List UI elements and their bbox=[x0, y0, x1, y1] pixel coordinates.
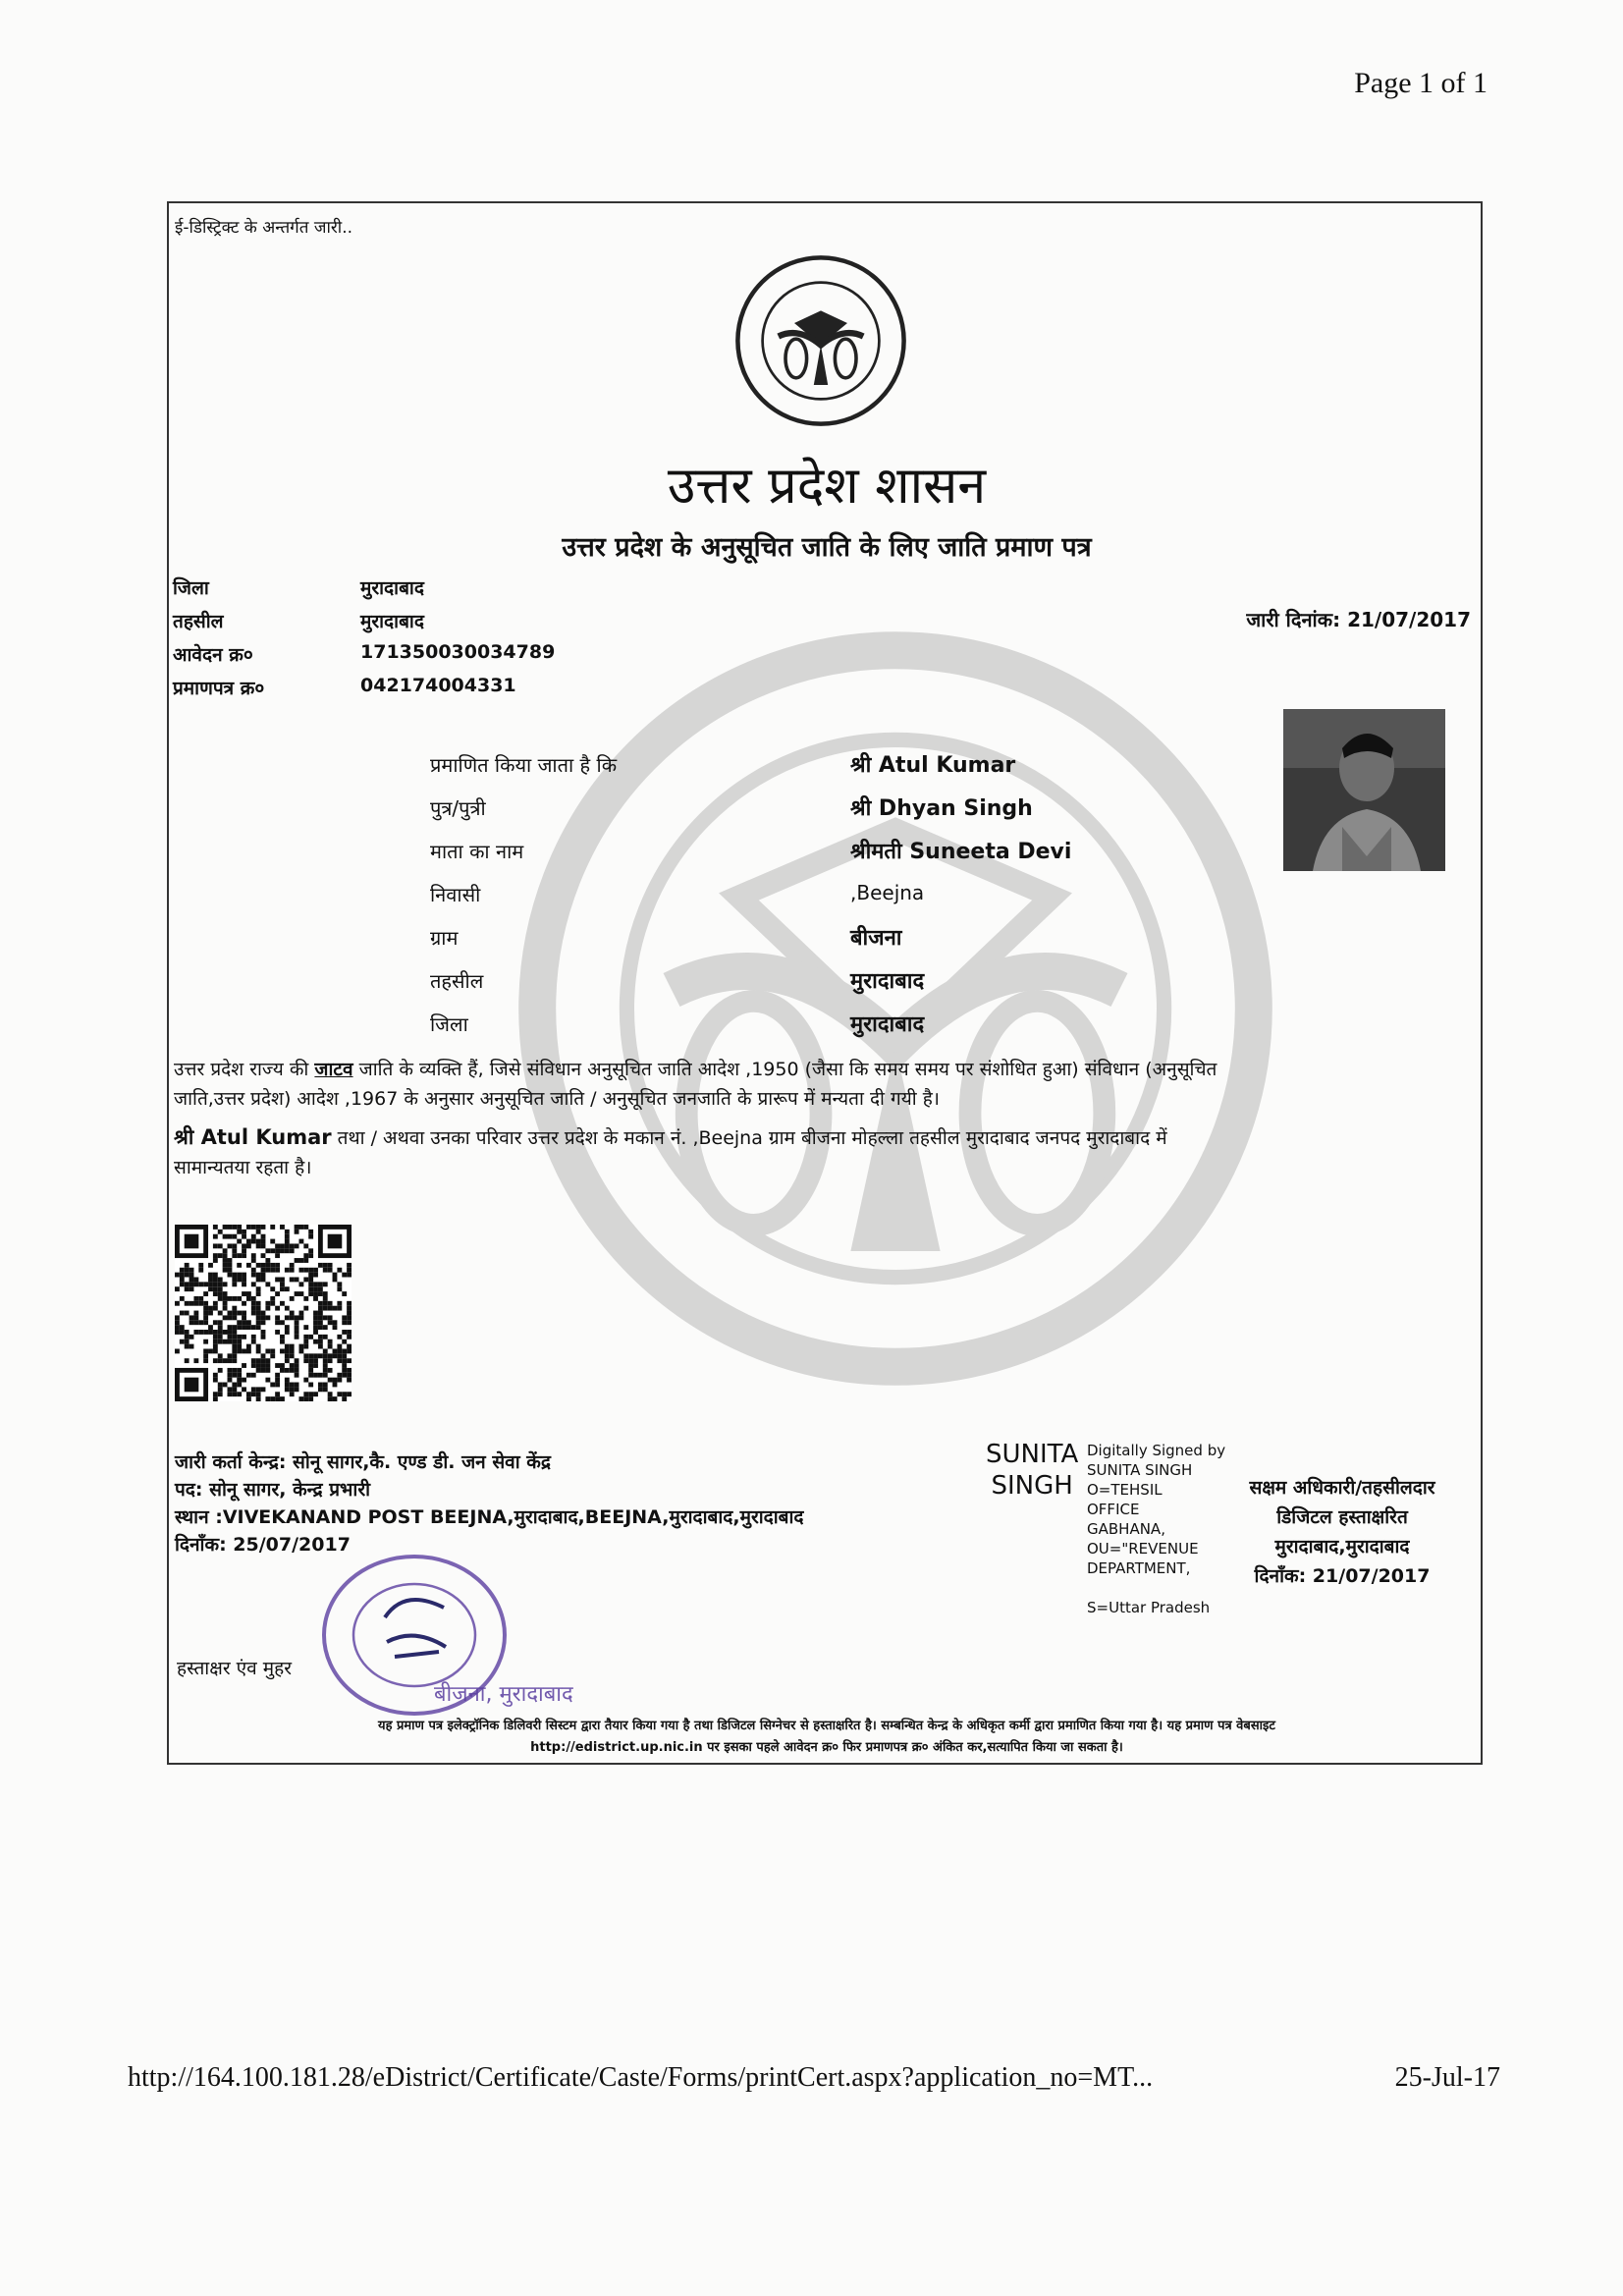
parent-label: पुत्र/पुत्री bbox=[430, 796, 486, 820]
issuing-center-line: जारी कर्ता केन्द्र: सोनू सागर,कै. एण्ड डी. जन सेवा केंद्र bbox=[175, 1451, 551, 1473]
residence-paragraph bbox=[174, 1122, 1475, 1182]
para1-line1-rest: जाति के व्यक्ति हैं, जिसे संविधान अनुसूचित जाति आदेश ,1950 (जैसा कि समय समय पर संशोधित हुआ) संविधान (अनुसूचित bbox=[352, 1059, 1217, 1080]
certified-name: श्री Atul Kumar bbox=[850, 753, 1016, 778]
tehsil-value: मुरादाबाद bbox=[360, 611, 424, 632]
issuing-place-line: स्थान :VIVEKANAND POST BEEJNA,मुरादाबाद,BEEJNA,मुरादाबाद,मुरादाबाद bbox=[175, 1506, 804, 1528]
para1-line2: जाति,उत्तर प्रदेश) आदेश ,1967 के अनुसार अनुसूचित जाति / अनुसूचित जनजाति के प्रारूप में मन्यता दी गयी है। bbox=[174, 1088, 940, 1110]
footer-line1: यह प्रमाण पत्र इलेक्ट्रॉनिक डिलिवरी सिस्टम द्वारा तैयार किया गया है तथा डिजिटल सिग्नेचर से हस्ताक्षरित है। सम्बन्धित केन्द्र के अधिकृत कर्मी द्वारा प्रमाणित किया गया है। यह प्रमाण पत्र वेबसाइट bbox=[378, 1719, 1275, 1733]
dsig-line: OFFICE bbox=[1087, 1501, 1140, 1518]
para2-name: श्री Atul Kumar bbox=[174, 1125, 332, 1149]
application-number-label: आवेदन क्र० bbox=[173, 644, 253, 666]
print-date: 25-Jul-17 bbox=[1394, 2062, 1500, 2093]
officer-line4: दिनाँक: 21/07/2017 bbox=[1254, 1565, 1431, 1587]
issue-date-label: जारी दिनांक: bbox=[1246, 608, 1341, 631]
district-value: मुरादाबाद bbox=[360, 577, 424, 599]
digital-signer-line1: SUNITA bbox=[986, 1440, 1079, 1469]
caste-declaration-paragraph bbox=[174, 1055, 1475, 1114]
person-district-value: मुरादाबाद bbox=[850, 1012, 925, 1037]
issuing-date-line: दिनाँक: 25/07/2017 bbox=[175, 1534, 351, 1556]
person-tehsil-label: तहसील bbox=[430, 969, 484, 993]
village-value: बीजना bbox=[850, 926, 902, 951]
resident-value: ,Beejna bbox=[850, 881, 925, 904]
application-number-value: 171350030034789 bbox=[360, 641, 556, 663]
caste-name: जाटव bbox=[314, 1059, 353, 1080]
signature-seal-label: हस्ताक्षर एंव मुहर bbox=[177, 1658, 292, 1679]
dsig-line: SUNITA SINGH bbox=[1087, 1461, 1193, 1479]
digital-signer-line2: SINGH bbox=[991, 1471, 1073, 1501]
dsig-line: S=Uttar Pradesh bbox=[1087, 1599, 1211, 1616]
para2-line1-rest: तथा / अथवा उनका परिवार उत्तर प्रदेश के मकान नं. ,Beejna ग्राम बीजना मोहल्ला तहसील मुरादाबाद जनपद मुरादाबाद में bbox=[331, 1127, 1167, 1149]
competent-officer-block bbox=[1200, 1473, 1485, 1591]
para1-prefix: उत्तर प्रदेश राज्य की bbox=[174, 1059, 315, 1080]
dsig-line: Digitally Signed by bbox=[1087, 1442, 1226, 1459]
government-title: उत्तर प्रदेश शासन bbox=[667, 457, 987, 516]
resident-label: निवासी bbox=[430, 883, 481, 906]
district-label: जिला bbox=[173, 577, 209, 599]
mother-name: श्रीमती Suneeta Devi bbox=[850, 840, 1072, 864]
dsig-line: OU="REVENUE bbox=[1087, 1540, 1199, 1558]
tehsil-label: तहसील bbox=[173, 611, 224, 632]
print-url: http://164.100.181.28/eDistrict/Certificate/Caste/Forms/printCert.aspx?application_no=MT... bbox=[128, 2062, 1154, 2093]
issue-date bbox=[1246, 606, 1471, 632]
issued-under-text: ई-डिस्ट्रिक्ट के अन्तर्गत जारी.. bbox=[175, 218, 353, 238]
dsig-line: O=TEHSIL bbox=[1087, 1481, 1163, 1499]
officer-line2: डिजिटल हस्ताक्षरित bbox=[1276, 1506, 1408, 1528]
page-number: Page 1 of 1 bbox=[1354, 67, 1488, 99]
certificate-frame bbox=[167, 201, 1483, 1765]
applicant-photo bbox=[1283, 709, 1445, 871]
certificate-title: उत्तर प्रदेश के अनुसूचित जाति के लिए जाति प्रमाण पत्र bbox=[562, 532, 1092, 563]
officer-line3: मुरादाबाद,मुरादाबाद bbox=[1274, 1536, 1410, 1558]
certificate-number-label: प्रमाणपत्र क्र० bbox=[173, 678, 265, 699]
center-seal-stamp-icon bbox=[316, 1549, 573, 1721]
village-label: ग्राम bbox=[430, 926, 459, 950]
issuing-post-line: पद: सोनू सागर, केन्द्र प्रभारी bbox=[175, 1479, 371, 1501]
certificate-number-value: 042174004331 bbox=[360, 675, 516, 696]
person-tehsil-value: मुरादाबाद bbox=[850, 969, 925, 994]
parent-name: श्री Dhyan Singh bbox=[850, 796, 1033, 821]
up-government-emblem-icon bbox=[732, 252, 909, 429]
seal-text: बीजना, मुरादाबाद bbox=[434, 1682, 573, 1707]
para2-line2: सामान्यतया रहता है। bbox=[174, 1157, 312, 1178]
mother-label: माता का नाम bbox=[430, 840, 524, 863]
qr-code bbox=[175, 1225, 352, 1401]
dsig-line: DEPARTMENT, bbox=[1087, 1559, 1191, 1577]
issue-date-value: 21/07/2017 bbox=[1347, 608, 1471, 631]
digital-signer-name bbox=[986, 1439, 1078, 1502]
officer-line1: सक्षम अधिकारी/तहसीलदार bbox=[1249, 1477, 1435, 1499]
person-district-label: जिला bbox=[430, 1012, 468, 1036]
certificate-footer-note bbox=[169, 1716, 1485, 1759]
dsig-line: GABHANA, bbox=[1087, 1520, 1165, 1538]
footer-line2: http://edistrict.up.nic.in पर इसका पहले आवेदन क्र० फिर प्रमाणपत्र क्र० अंकित कर,सत्यापित किया जा सकता है। bbox=[530, 1740, 1123, 1755]
certified-label: प्रमाणित किया जाता है कि bbox=[430, 753, 618, 777]
